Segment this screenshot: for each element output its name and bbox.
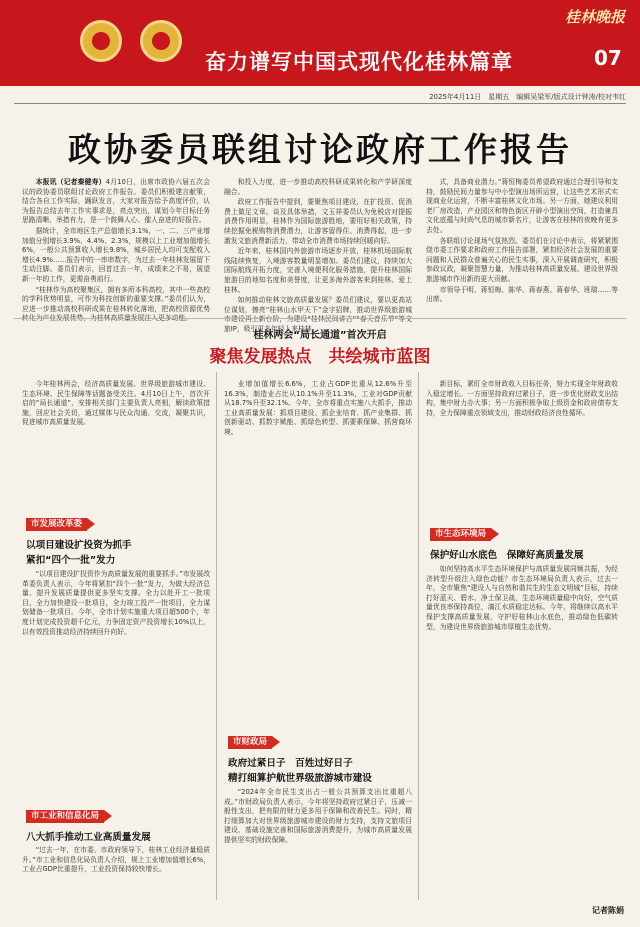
feature-text: “2024年全市民生支出占一般公共预算支出比重超八成。”市财政局负责人表示，今年将坚持政府过紧日子，压减一般性支出，把有限的财力更多用于保障和改善民生。同时，精打细算加大对世界级旅游城市建设的财力支持，支持文旅项目建设、基础设施完善和国际旅游消费提升，为城市高质量发展提供坚实的财政保障。 [224,788,412,844]
feature-subhead: 聚焦发展热点 共绘城市蓝图 [209,347,431,367]
column-divider [216,372,217,900]
lead-paragraph [426,286,618,305]
feature-text: “过去一年，在市委、市政府领导下，桂林工业经济量稳质升。”市工业和信息化局负责人介绍，规上工业增加值增长6%，工业占GDP比重提升，工业投资保持较快增长。 [22,846,210,874]
lead-paragraph [22,227,210,285]
lead-text: 式，具备商业潜力。”蒋恒梅委员希望政府通过合理引导和支持，鼓励民间力量参与中小型演出场所运营，让这些艺术形式实现商业化运营，不断丰富桂林文化市场。另一方面，她建议利用老厂房改造，产业园区和特色街区开辟小型演出空间，打造兼具文化底蕴与时尚气息的城市新名片，让游客在桂林的夜晚有更多去处。 [426,178,618,234]
lead-headline: 政协委员联组讨论政府工作报告 [68,130,572,169]
lead-text: 如何推动桂林文旅高质量发展？委员们建议，要以更高站位谋划，擦亮“桂林山水甲天下”金字招牌，推动世界级旅游城市建设再上新台阶，为建设“桂林民间讲古”“春天音乐节”等文旅IP，吸引更多年轻人来桂林。 [224,296,412,333]
finance-title-1: 政府过紧日子 百姓过好日子 [228,758,353,769]
lead-paragraph [426,178,618,236]
newspaper-name: 桂林晚报 [565,8,626,26]
lead-paragraph [426,237,618,285]
lead-column-3 [426,178,618,312]
lead-paragraph [224,198,412,246]
development-body [22,570,210,802]
feature-text: 今年桂林两会，经济高质量发展、世界级旅游城市建设、生态环境、民生保障等话题备受关注。4月10日上午，首次开启的“局长通道”，安排相关部门主要负责人亮相，解读政策措施，回应社会关切，通过媒体与民众沟通、交流，凝聚共识，促进城市高质量发展。 [22,380,210,427]
section-tag-industry: 市工业和信息化局 [26,810,104,823]
feature-intro [22,380,210,500]
lead-column-1 [22,178,210,323]
industry-body [22,846,210,898]
lead-text: “桂林作为高校聚集区，拥有多所本科高校，其中一些高校的学科优势明显，可作为科技创新的重要支撑。”委员们认为，应进一步推动高校科研成果在桂林转化落地，把高校资源优势转化为产业发展优势，为桂林高质量发展注入更多动能。 [22,285,210,323]
feature-kicker: 桂林两会“局长通道”首次开启 [253,330,387,341]
banner-title: 奋力谱写中国式现代化桂林篇章 [205,50,513,74]
lead-paragraph [22,178,210,226]
lead-tagline: 本报讯（记者秦健寿） [35,178,106,186]
lead-text: 4月10日，出席市政协六届五次会议的政协委员联组讨论政府工作报告。委员们积极建言献策，结合各自工作实际，踊跃发言，大家对报告给予高度评价，认为报告总结去年工作实事求是，亮点突出，谋划今年目标任务思路清晰、举措有力，是一个鼓舞人心、催人奋进的好报告。 [22,178,210,225]
lead-text: 市领导于明、蒋恒梅、陈华、蒋春燕、蒋春华、班瑞……等出席。 [426,285,618,304]
industry-continued [224,380,412,726]
cppcc-emblem-icon [140,20,182,62]
feature-text: 如何坚持高水平生态环境保护与高质量发展同频共振，为经济转型升级注入绿色动能？市生态环境局负责人表示，过去一年，全市聚焦“建设人与自然和谐共生的生态文明城”目标，持续打好蓝天、碧水、净土保卫战，生态环境质量稳中向好，空气质量优良率保持高位，漓江水质稳定达标。今年，将继续以高水平保护支撑高质量发展，守护好桂林山水底色，推动绿色低碳转型，为建设世界级旅游城市厚植生态优势。 [426,565,618,631]
lead-paragraph [224,178,412,197]
lead-text: 各联组讨论现场气氛热烈。委员们在讨论中表示，将紧紧围绕市委工作要求和政府工作报告部署，紧扣经济社会发展的重要问题和人民群众普遍关心的民生实事，深入开展调查研究，积极参政议政，凝聚智慧力量，为推动桂林高质量发展、建设世界级旅游城市作出新的更大贡献。 [426,236,618,283]
lead-column-2 [224,178,412,333]
finance-continued [426,380,618,516]
feature-text: 新目标，紧盯全市财政收入目标任务，努力实现全年财政收入稳定增长。一方面坚持政府过紧日子，进一步优化财政支出结构，集中财力办大事；另一方面积极争取上级资金和政府债券支持，全力保障重点领域支出，推动财政经济良性循环。 [426,380,618,417]
section-tag-development: 市发展改革委 [26,518,87,531]
lead-text: 政府工作报告中提到，要聚焦项目建设，在扩投资、促消费上做足文章。谈及具体举措，文玉祥委员认为免税店对提振消费作用明显，桂林作为国际旅游胜地，要用好相关政策，持续挖掘免税购物消费潜力，让游客留得住、消费得起，进一步激发文旅消费新活力，带动全市消费市场持续回暖向好。 [224,198,412,245]
page-number: 07 [594,46,622,70]
finance-title-2: 精打细算护航世界级旅游城市建设 [228,773,372,784]
byline: 记者陈娟 [592,906,624,915]
masthead-banner [0,0,640,86]
ecology-title: 保护好山水底色 保障好高质量发展 [430,550,584,561]
column-divider [418,372,419,900]
national-emblem-icon [80,20,122,62]
top-rule [14,103,626,104]
development-title-2: 紧扣“四个一批”发力 [26,555,116,566]
industry-title: 八大抓手推动工业高质量发展 [26,832,151,843]
dateline: 2025年4月11日 星期五 编辑吴梁军/版式设计钟涛/校对韦红 [429,93,626,101]
section-tag-ecology: 市生态环境局 [430,528,491,541]
development-title-1: 以项目建设扩投资为抓手 [26,540,132,551]
lead-text: 据统计，全市地区生产总值增长3.1%，一、二、三产业增加值分别增长3.9%、4.4%、2.3%，规模以上工业增加值增长6%，一般公共预算收入增长9.8%，城乡居民人均可支配收入增长4.9%……报告中的一串串数字，为过去一年桂林发展留下生动注脚。委员们表示，回首过去一年，成绩来之不易，展望新一年的工作，更需奋勇前行。 [22,226,210,283]
lead-text: 近年来，桂林国内外旅游市场逐步开放，桂林机场国际航线陆续恢复，入境游客数量明显增加。委员们建议，持续加大国际航线开拓力度，完善入境便利化服务措施，提升桂林国际旅游目的地知名度和美誉度，让更多海外游客来到桂林、爱上桂林。 [224,247,412,294]
feature-text: 业增加值增长6.6%，工业占GDP比重从12.6%升至16.3%，制造业占比从10.1%升至11.3%，工业对GDP贡献从18.7%升至32.1%。今年，全市将重点实施八大抓手，推动工业高质量发展：抓项目建设、抓企业培育、抓产业集群、抓创新驱动、抓数字赋能、抓绿色转型、抓要素保障、抓营商环境。 [224,380,412,436]
finance-body [224,788,412,900]
section-divider [14,318,626,319]
lead-text: 和投入力度，进一步推动高校科研成果转化和产学研深度融合。 [224,178,412,196]
ecology-body [426,565,618,900]
section-tag-finance: 市财政局 [228,736,272,749]
feature-text: “以项目建设扩投资作为高质量发展的重要抓手。”市发展改革委负责人表示，今年将紧扣“四个一批”发力，为做大经济总量、提升发展质量提供更多坚实支撑。全力以赴开工一批项目，全力加快建设一批项目，全力竣工投产一批项目，全力谋划储备一批项目。今年，全市计划实施重大项目超500个，年度计划完成投资超千亿元，力争固定资产投资增长10%以上，以有效投资推动经济持续回升向好。 [22,570,210,636]
lead-paragraph [224,247,412,295]
